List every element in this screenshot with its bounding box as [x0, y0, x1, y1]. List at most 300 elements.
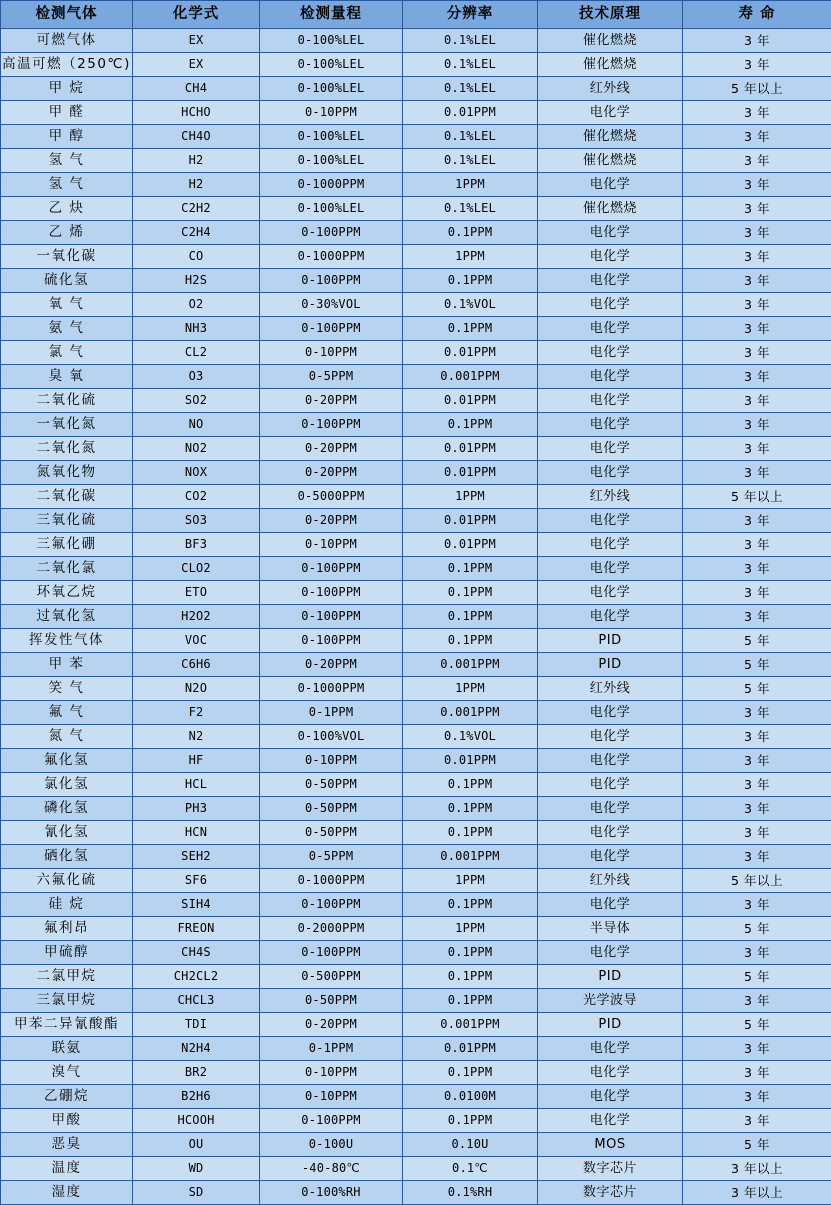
cell-resolution: 1PPM — [403, 869, 538, 893]
cell-technology: 电化学 — [538, 341, 683, 365]
column-header-resolution: 分辨率 — [403, 1, 538, 29]
table-row — [1, 341, 831, 365]
table-row — [1, 533, 831, 557]
table-row — [1, 245, 831, 269]
cell-technology: 催化燃烧 — [538, 29, 683, 53]
cell-gas-name: 硫化氢 — [1, 269, 133, 293]
cell-technology: 催化燃烧 — [538, 149, 683, 173]
cell-gas-name: 三氧化硫 — [1, 509, 133, 533]
table-row — [1, 605, 831, 629]
table-row — [1, 629, 831, 653]
cell-detection-range: 0-10PPM — [260, 101, 403, 125]
cell-chemical-formula: HCL — [133, 773, 260, 797]
table-row — [1, 485, 831, 509]
cell-detection-range: 0-100%LEL — [260, 197, 403, 221]
cell-technology: 电化学 — [538, 1085, 683, 1109]
table-row — [1, 1061, 831, 1085]
cell-lifespan: 5 年以上 — [683, 77, 831, 101]
cell-detection-range: 0-100%LEL — [260, 77, 403, 101]
table-row — [1, 221, 831, 245]
cell-chemical-formula: CH4O — [133, 125, 260, 149]
cell-technology: 电化学 — [538, 1061, 683, 1085]
cell-lifespan: 5 年 — [683, 965, 831, 989]
table-row — [1, 1085, 831, 1109]
cell-resolution: 0.001PPM — [403, 365, 538, 389]
cell-detection-range: 0-100%LEL — [260, 29, 403, 53]
cell-chemical-formula: ETO — [133, 581, 260, 605]
cell-technology: 电化学 — [538, 389, 683, 413]
cell-detection-range: 0-1PPM — [260, 1037, 403, 1061]
cell-lifespan: 3 年 — [683, 413, 831, 437]
cell-chemical-formula: C2H4 — [133, 221, 260, 245]
cell-lifespan: 3 年 — [683, 29, 831, 53]
table-row — [1, 1013, 831, 1037]
cell-detection-range: -40-80℃ — [260, 1157, 403, 1181]
cell-technology: 数字芯片 — [538, 1181, 683, 1205]
cell-detection-range: 0-100PPM — [260, 941, 403, 965]
cell-detection-range: 0-1000PPM — [260, 677, 403, 701]
cell-lifespan: 3 年 — [683, 341, 831, 365]
table-row — [1, 413, 831, 437]
cell-gas-name: 三氟化硼 — [1, 533, 133, 557]
cell-detection-range: 0-100%LEL — [260, 125, 403, 149]
cell-technology: 电化学 — [538, 437, 683, 461]
table-row — [1, 1133, 831, 1157]
cell-resolution: 0.1%LEL — [403, 29, 538, 53]
cell-chemical-formula: NOX — [133, 461, 260, 485]
table-row — [1, 437, 831, 461]
cell-resolution: 0.01PPM — [403, 1037, 538, 1061]
cell-technology: 红外线 — [538, 869, 683, 893]
cell-resolution: 0.1%LEL — [403, 77, 538, 101]
cell-gas-name: 氟化氢 — [1, 749, 133, 773]
cell-resolution: 0.1PPM — [403, 941, 538, 965]
cell-chemical-formula: HCHO — [133, 101, 260, 125]
table-row — [1, 509, 831, 533]
cell-gas-name: 硒化氢 — [1, 845, 133, 869]
cell-lifespan: 3 年 — [683, 125, 831, 149]
cell-resolution: 1PPM — [403, 173, 538, 197]
cell-chemical-formula: B2H6 — [133, 1085, 260, 1109]
cell-detection-range: 0-20PPM — [260, 653, 403, 677]
cell-chemical-formula: PH3 — [133, 797, 260, 821]
cell-chemical-formula: EX — [133, 53, 260, 77]
cell-chemical-formula: H2 — [133, 149, 260, 173]
cell-detection-range: 0-100%LEL — [260, 53, 403, 77]
cell-chemical-formula: C2H2 — [133, 197, 260, 221]
cell-lifespan: 3 年 — [683, 293, 831, 317]
table-row — [1, 197, 831, 221]
cell-chemical-formula: CH4S — [133, 941, 260, 965]
cell-gas-name: 硅 烷 — [1, 893, 133, 917]
cell-resolution: 0.01PPM — [403, 389, 538, 413]
cell-lifespan: 3 年 — [683, 437, 831, 461]
cell-gas-name: 二氯甲烷 — [1, 965, 133, 989]
cell-chemical-formula: NO2 — [133, 437, 260, 461]
cell-lifespan: 3 年 — [683, 941, 831, 965]
cell-lifespan: 3 年 — [683, 1061, 831, 1085]
cell-technology: 电化学 — [538, 245, 683, 269]
cell-lifespan: 5 年 — [683, 677, 831, 701]
cell-gas-name: 一氧化碳 — [1, 245, 133, 269]
table-row — [1, 653, 831, 677]
cell-chemical-formula: CH4 — [133, 77, 260, 101]
cell-detection-range: 0-50PPM — [260, 989, 403, 1013]
cell-lifespan: 3 年 — [683, 197, 831, 221]
table-row — [1, 917, 831, 941]
cell-technology: 电化学 — [538, 1109, 683, 1133]
cell-technology: 电化学 — [538, 509, 683, 533]
cell-gas-name: 湿度 — [1, 1181, 133, 1205]
cell-resolution: 0.01PPM — [403, 437, 538, 461]
cell-lifespan: 3 年 — [683, 581, 831, 605]
cell-detection-range: 0-1PPM — [260, 701, 403, 725]
cell-detection-range: 0-20PPM — [260, 437, 403, 461]
cell-chemical-formula: HF — [133, 749, 260, 773]
cell-lifespan: 3 年 — [683, 1109, 831, 1133]
cell-gas-name: 三氯甲烷 — [1, 989, 133, 1013]
table-row — [1, 1157, 831, 1181]
table-row — [1, 749, 831, 773]
cell-resolution: 1PPM — [403, 677, 538, 701]
cell-detection-range: 0-100PPM — [260, 413, 403, 437]
cell-lifespan: 5 年 — [683, 1133, 831, 1157]
cell-gas-name: 联氨 — [1, 1037, 133, 1061]
cell-detection-range: 0-100PPM — [260, 317, 403, 341]
cell-chemical-formula: N2O — [133, 677, 260, 701]
cell-gas-name: 二氧化氮 — [1, 437, 133, 461]
cell-detection-range: 0-50PPM — [260, 797, 403, 821]
cell-gas-name: 恶臭 — [1, 1133, 133, 1157]
cell-lifespan: 3 年 — [683, 365, 831, 389]
table-row — [1, 725, 831, 749]
table-row — [1, 1109, 831, 1133]
cell-chemical-formula: NH3 — [133, 317, 260, 341]
cell-gas-name: 六氟化硫 — [1, 869, 133, 893]
cell-technology: 催化燃烧 — [538, 197, 683, 221]
cell-technology: 电化学 — [538, 365, 683, 389]
table-row — [1, 821, 831, 845]
cell-resolution: 0.1PPM — [403, 797, 538, 821]
cell-lifespan: 3 年 — [683, 1085, 831, 1109]
cell-gas-name: 甲 苯 — [1, 653, 133, 677]
table-row — [1, 845, 831, 869]
cell-technology: 电化学 — [538, 845, 683, 869]
cell-detection-range: 0-100PPM — [260, 269, 403, 293]
cell-technology: 电化学 — [538, 269, 683, 293]
cell-chemical-formula: CH2CL2 — [133, 965, 260, 989]
cell-resolution: 0.1PPM — [403, 773, 538, 797]
cell-technology: 电化学 — [538, 293, 683, 317]
cell-chemical-formula: HCN — [133, 821, 260, 845]
table-row — [1, 797, 831, 821]
cell-resolution: 0.1%LEL — [403, 53, 538, 77]
table-row — [1, 29, 831, 53]
cell-technology: 电化学 — [538, 893, 683, 917]
cell-technology: 电化学 — [538, 797, 683, 821]
cell-gas-name: 二氧化碳 — [1, 485, 133, 509]
cell-resolution: 0.1PPM — [403, 269, 538, 293]
cell-gas-name: 甲酸 — [1, 1109, 133, 1133]
cell-detection-range: 0-20PPM — [260, 389, 403, 413]
table-row — [1, 173, 831, 197]
cell-resolution: 0.1PPM — [403, 605, 538, 629]
cell-lifespan: 3 年 — [683, 509, 831, 533]
cell-chemical-formula: HCOOH — [133, 1109, 260, 1133]
cell-resolution: 0.1PPM — [403, 965, 538, 989]
cell-gas-name: 氨 气 — [1, 317, 133, 341]
cell-detection-range: 0-1000PPM — [260, 173, 403, 197]
cell-resolution: 0.10U — [403, 1133, 538, 1157]
cell-chemical-formula: SIH4 — [133, 893, 260, 917]
cell-chemical-formula: VOC — [133, 629, 260, 653]
cell-detection-range: 0-100PPM — [260, 581, 403, 605]
cell-technology: 电化学 — [538, 533, 683, 557]
cell-gas-name: 甲硫醇 — [1, 941, 133, 965]
cell-resolution: 0.1PPM — [403, 893, 538, 917]
cell-detection-range: 0-500PPM — [260, 965, 403, 989]
cell-detection-range: 0-10PPM — [260, 1085, 403, 1109]
cell-resolution: 0.1%LEL — [403, 125, 538, 149]
cell-gas-name: 甲 醇 — [1, 125, 133, 149]
cell-chemical-formula: SO3 — [133, 509, 260, 533]
table-row — [1, 53, 831, 77]
cell-technology: PID — [538, 629, 683, 653]
cell-lifespan: 3 年 — [683, 221, 831, 245]
cell-gas-name: 一氧化氮 — [1, 413, 133, 437]
cell-chemical-formula: H2O2 — [133, 605, 260, 629]
cell-lifespan: 3 年 — [683, 557, 831, 581]
table-row — [1, 989, 831, 1013]
cell-detection-range: 0-5PPM — [260, 845, 403, 869]
table-header-row — [1, 1, 831, 29]
cell-resolution: 0.01PPM — [403, 461, 538, 485]
cell-resolution: 0.01PPM — [403, 749, 538, 773]
cell-gas-name: 甲 醛 — [1, 101, 133, 125]
cell-gas-name: 氟利昂 — [1, 917, 133, 941]
cell-lifespan: 3 年以上 — [683, 1157, 831, 1181]
cell-lifespan: 3 年 — [683, 245, 831, 269]
cell-technology: 电化学 — [538, 101, 683, 125]
cell-chemical-formula: H2 — [133, 173, 260, 197]
cell-detection-range: 0-10PPM — [260, 1061, 403, 1085]
cell-detection-range: 0-1000PPM — [260, 869, 403, 893]
cell-lifespan: 3 年 — [683, 149, 831, 173]
cell-gas-name: 二氧化氯 — [1, 557, 133, 581]
cell-technology: 电化学 — [538, 581, 683, 605]
column-header-chemical-formula: 化学式 — [133, 1, 260, 29]
cell-detection-range: 0-50PPM — [260, 821, 403, 845]
table-row — [1, 893, 831, 917]
cell-lifespan: 5 年 — [683, 1013, 831, 1037]
table-row — [1, 269, 831, 293]
cell-chemical-formula: CO2 — [133, 485, 260, 509]
cell-gas-name: 温度 — [1, 1157, 133, 1181]
cell-detection-range: 0-100%VOL — [260, 725, 403, 749]
cell-detection-range: 0-100PPM — [260, 629, 403, 653]
cell-technology: 电化学 — [538, 821, 683, 845]
cell-lifespan: 3 年 — [683, 797, 831, 821]
cell-gas-name: 氢 气 — [1, 149, 133, 173]
cell-technology: 电化学 — [538, 749, 683, 773]
cell-technology: 电化学 — [538, 221, 683, 245]
cell-chemical-formula: O2 — [133, 293, 260, 317]
cell-detection-range: 0-20PPM — [260, 509, 403, 533]
cell-lifespan: 3 年 — [683, 773, 831, 797]
cell-lifespan: 3 年 — [683, 701, 831, 725]
cell-gas-name: 乙 烯 — [1, 221, 133, 245]
cell-lifespan: 3 年 — [683, 533, 831, 557]
column-header-lifespan: 寿 命 — [683, 1, 831, 29]
cell-chemical-formula: SEH2 — [133, 845, 260, 869]
cell-resolution: 0.01PPM — [403, 341, 538, 365]
cell-chemical-formula: BR2 — [133, 1061, 260, 1085]
cell-resolution: 0.1PPM — [403, 821, 538, 845]
table-row — [1, 773, 831, 797]
cell-detection-range: 0-100PPM — [260, 893, 403, 917]
cell-gas-name: 磷化氢 — [1, 797, 133, 821]
cell-technology: 电化学 — [538, 1037, 683, 1061]
column-header-gas-name: 检测气体 — [1, 1, 133, 29]
cell-resolution: 0.1PPM — [403, 221, 538, 245]
cell-chemical-formula: SF6 — [133, 869, 260, 893]
cell-chemical-formula: N2H4 — [133, 1037, 260, 1061]
cell-chemical-formula: C6H6 — [133, 653, 260, 677]
cell-chemical-formula: EX — [133, 29, 260, 53]
cell-chemical-formula: CHCL3 — [133, 989, 260, 1013]
cell-gas-name: 过氧化氢 — [1, 605, 133, 629]
table-row — [1, 581, 831, 605]
cell-technology: PID — [538, 653, 683, 677]
cell-detection-range: 0-30%VOL — [260, 293, 403, 317]
cell-chemical-formula: SD — [133, 1181, 260, 1205]
cell-technology: 红外线 — [538, 677, 683, 701]
cell-technology: MOS — [538, 1133, 683, 1157]
cell-lifespan: 5 年以上 — [683, 869, 831, 893]
cell-resolution: 0.1PPM — [403, 317, 538, 341]
cell-gas-name: 氯化氢 — [1, 773, 133, 797]
cell-lifespan: 3 年 — [683, 989, 831, 1013]
cell-chemical-formula: NO — [133, 413, 260, 437]
cell-detection-range: 0-100PPM — [260, 221, 403, 245]
cell-resolution: 0.0100M — [403, 1085, 538, 1109]
cell-resolution: 0.001PPM — [403, 1013, 538, 1037]
table-row — [1, 389, 831, 413]
table-row — [1, 677, 831, 701]
table-row — [1, 77, 831, 101]
cell-chemical-formula: F2 — [133, 701, 260, 725]
cell-gas-name: 氰化氢 — [1, 821, 133, 845]
cell-gas-name: 臭 氧 — [1, 365, 133, 389]
cell-resolution: 1PPM — [403, 485, 538, 509]
cell-resolution: 0.001PPM — [403, 845, 538, 869]
cell-resolution: 0.01PPM — [403, 509, 538, 533]
cell-resolution: 0.001PPM — [403, 653, 538, 677]
cell-resolution: 0.1%VOL — [403, 293, 538, 317]
cell-lifespan: 3 年 — [683, 173, 831, 197]
cell-technology: 电化学 — [538, 773, 683, 797]
cell-resolution: 0.1PPM — [403, 413, 538, 437]
table-row — [1, 557, 831, 581]
cell-chemical-formula: CL2 — [133, 341, 260, 365]
table-row — [1, 461, 831, 485]
cell-chemical-formula: N2 — [133, 725, 260, 749]
cell-lifespan: 3 年 — [683, 845, 831, 869]
table-row — [1, 1037, 831, 1061]
cell-lifespan: 3 年 — [683, 893, 831, 917]
cell-technology: 半导体 — [538, 917, 683, 941]
cell-gas-name: 挥发性气体 — [1, 629, 133, 653]
column-header-detection-range: 检测量程 — [260, 1, 403, 29]
cell-detection-range: 0-100PPM — [260, 605, 403, 629]
cell-technology: 红外线 — [538, 77, 683, 101]
cell-resolution: 0.1PPM — [403, 581, 538, 605]
cell-gas-name: 甲 烷 — [1, 77, 133, 101]
cell-resolution: 0.001PPM — [403, 701, 538, 725]
cell-gas-name: 二氧化硫 — [1, 389, 133, 413]
table-row — [1, 317, 831, 341]
table-row — [1, 941, 831, 965]
cell-resolution: 0.1PPM — [403, 557, 538, 581]
cell-gas-name: 环氧乙烷 — [1, 581, 133, 605]
table-row — [1, 965, 831, 989]
cell-gas-name: 氟 气 — [1, 701, 133, 725]
cell-resolution: 0.1PPM — [403, 989, 538, 1013]
cell-technology: 电化学 — [538, 317, 683, 341]
cell-lifespan: 3 年 — [683, 605, 831, 629]
cell-technology: 电化学 — [538, 413, 683, 437]
table-row — [1, 101, 831, 125]
cell-gas-name: 可燃气体 — [1, 29, 133, 53]
cell-technology: 催化燃烧 — [538, 125, 683, 149]
cell-resolution: 0.1%LEL — [403, 197, 538, 221]
cell-technology: 数字芯片 — [538, 1157, 683, 1181]
column-header-technology: 技术原理 — [538, 1, 683, 29]
cell-resolution: 0.01PPM — [403, 101, 538, 125]
cell-detection-range: 0-100%LEL — [260, 149, 403, 173]
cell-chemical-formula: OU — [133, 1133, 260, 1157]
table-row — [1, 1181, 831, 1205]
cell-technology: PID — [538, 1013, 683, 1037]
cell-chemical-formula: H2S — [133, 269, 260, 293]
cell-detection-range: 0-20PPM — [260, 461, 403, 485]
cell-detection-range: 0-100PPM — [260, 557, 403, 581]
cell-detection-range: 0-5000PPM — [260, 485, 403, 509]
cell-lifespan: 3 年 — [683, 1037, 831, 1061]
cell-lifespan: 5 年 — [683, 653, 831, 677]
cell-gas-name: 笑 气 — [1, 677, 133, 701]
table-row — [1, 869, 831, 893]
cell-gas-name: 氢 气 — [1, 173, 133, 197]
cell-lifespan: 5 年以上 — [683, 485, 831, 509]
cell-lifespan: 3 年 — [683, 317, 831, 341]
table-row — [1, 149, 831, 173]
cell-detection-range: 0-100PPM — [260, 1109, 403, 1133]
cell-chemical-formula: CO — [133, 245, 260, 269]
cell-chemical-formula: WD — [133, 1157, 260, 1181]
cell-detection-range: 0-10PPM — [260, 341, 403, 365]
cell-lifespan: 3 年 — [683, 53, 831, 77]
cell-detection-range: 0-5PPM — [260, 365, 403, 389]
table-row — [1, 293, 831, 317]
cell-detection-range: 0-10PPM — [260, 533, 403, 557]
cell-chemical-formula: CLO2 — [133, 557, 260, 581]
cell-lifespan: 3 年 — [683, 821, 831, 845]
cell-lifespan: 3 年以上 — [683, 1181, 831, 1205]
cell-technology: 电化学 — [538, 557, 683, 581]
table-row — [1, 125, 831, 149]
cell-chemical-formula: FREON — [133, 917, 260, 941]
